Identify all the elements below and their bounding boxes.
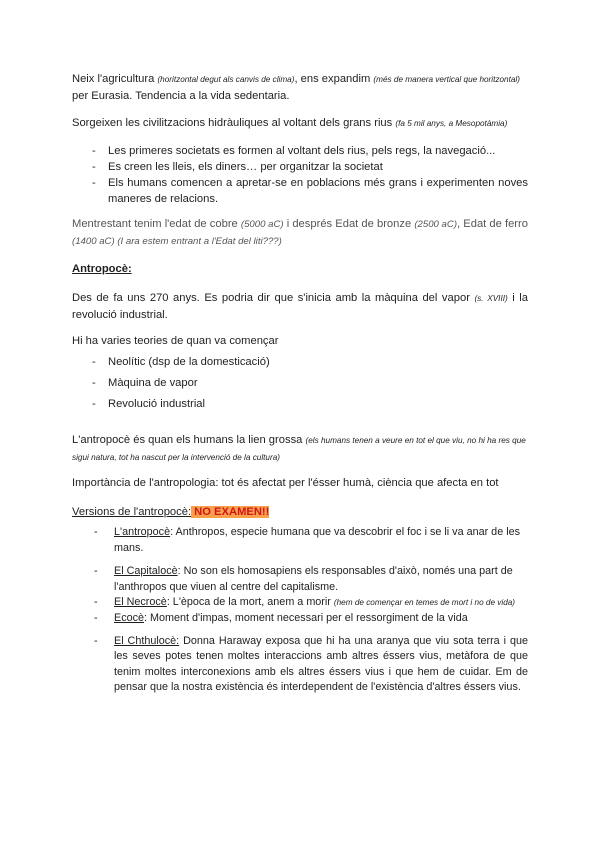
text: : No son els homosapiens els responsables d'això, només una part de l'anthropos que viuen al centre del capitalisme. bbox=[114, 565, 513, 593]
versions-list bbox=[72, 525, 528, 696]
text: per Eurasia. Tendencia a la vida sedentaria. bbox=[72, 90, 290, 102]
term: El Chthulocè: bbox=[114, 634, 180, 647]
text: i la revolució industrial. bbox=[72, 292, 528, 321]
paragraph-agriculture bbox=[72, 71, 528, 104]
term: El Capitalocè bbox=[114, 565, 178, 578]
theories-intro: Hi ha varies teories de quan va començar bbox=[72, 335, 279, 347]
exam-flag: NO EXAMEN!! bbox=[191, 506, 270, 518]
note: (1400 aC) bbox=[72, 236, 115, 247]
list-item: - Revolució industrial bbox=[72, 396, 528, 412]
text: : L'època de la mort, anem a morir bbox=[166, 596, 334, 609]
note: (I ara estem entrant a l'Edat del liti???) bbox=[114, 236, 282, 247]
text: , Edat de ferro bbox=[457, 218, 528, 230]
text: Neix l'agricultura bbox=[72, 73, 158, 85]
civilizations-list bbox=[72, 143, 528, 207]
text: : Anthropos, especie humana que va descobrir el foc i se li va anar de les mans. bbox=[114, 526, 520, 554]
list-item: - Màquina de vapor bbox=[72, 375, 528, 391]
term: El Necrocè bbox=[114, 596, 167, 609]
paragraph-ages bbox=[72, 216, 528, 250]
paragraph-importance: Importància de l'antropologia: tot és afectat per l'ésser humà, ciència que afecta en tot bbox=[72, 477, 499, 489]
text: Des de fa uns 270 anys. Es podria dir que s'inicia amb la màquina del vapor bbox=[72, 292, 475, 304]
note: (5000 aC) bbox=[240, 219, 284, 230]
text: L'antropocè és quan els humans la lien grossa bbox=[72, 434, 306, 446]
list-item: - Les primeres societats es formen al voltant dels rius, pels regs, la navegació... bbox=[72, 143, 528, 159]
list-item: - Es creen les lleis, els diners… per organitzar la societat bbox=[72, 159, 528, 175]
list-item bbox=[72, 525, 528, 556]
paragraph-definition bbox=[72, 432, 528, 466]
list-item: - Neolític (dsp de la domesticació) bbox=[72, 354, 528, 370]
note: (horitzontal degut als canvis de clima) bbox=[157, 75, 295, 84]
list-item bbox=[72, 634, 528, 696]
note: (més de manera vertical que horitzontal) bbox=[373, 75, 520, 84]
text: Mentrestant tenim l'edat de cobre bbox=[72, 218, 241, 230]
note: (fa 5 mil anys, a Mesopotàmia) bbox=[395, 119, 508, 128]
versions-heading bbox=[72, 504, 528, 520]
text: , ens expandim bbox=[294, 73, 374, 85]
text: : Moment d'impas, moment necessari per el ressorgiment de la vida bbox=[144, 611, 468, 624]
list-item: - Els humans comencen a apretar-se en poblacions més grans i experimenten noves maneres de relacions. bbox=[72, 175, 528, 207]
paragraph-anthropocene-start bbox=[72, 290, 528, 323]
note: (els humans tenen a veure en tot el que viu, no hi ha res que sigui natura, tot ha nascut per la intervenció de la cultura) bbox=[72, 436, 526, 462]
note: (2500 aC) bbox=[414, 219, 458, 230]
list-item bbox=[72, 611, 528, 627]
theories-list bbox=[72, 354, 528, 412]
section-heading: Antropocè: bbox=[72, 263, 132, 275]
note: (s. XVIII) bbox=[474, 294, 508, 303]
versions-label: Versions de l'antropocè: bbox=[72, 506, 192, 518]
term: L'antropocè bbox=[114, 526, 171, 538]
text: Sorgeixen les civilitzacions hidràuliques al voltant dels grans rius bbox=[72, 117, 396, 129]
list-item bbox=[72, 564, 528, 595]
text: Donna Haraway exposa que hi ha una aranya que viu sota terra i que les seves potes tenen moltes interaccions amb altres éssers vius, metàfora de que tenim moltes interconexions amb els altres éssers vius i que hem de cuidar. Em de pensar que la nostra existència és interdependent de l'existència d'altres éssers vius. bbox=[114, 634, 528, 694]
paragraph-civilizations bbox=[72, 115, 528, 132]
term: Ecocè bbox=[114, 611, 145, 624]
note: (hem de començar en temes de mort i no de vida) bbox=[333, 598, 516, 608]
text: i després Edat de bronze bbox=[283, 218, 415, 230]
list-item bbox=[72, 595, 528, 611]
